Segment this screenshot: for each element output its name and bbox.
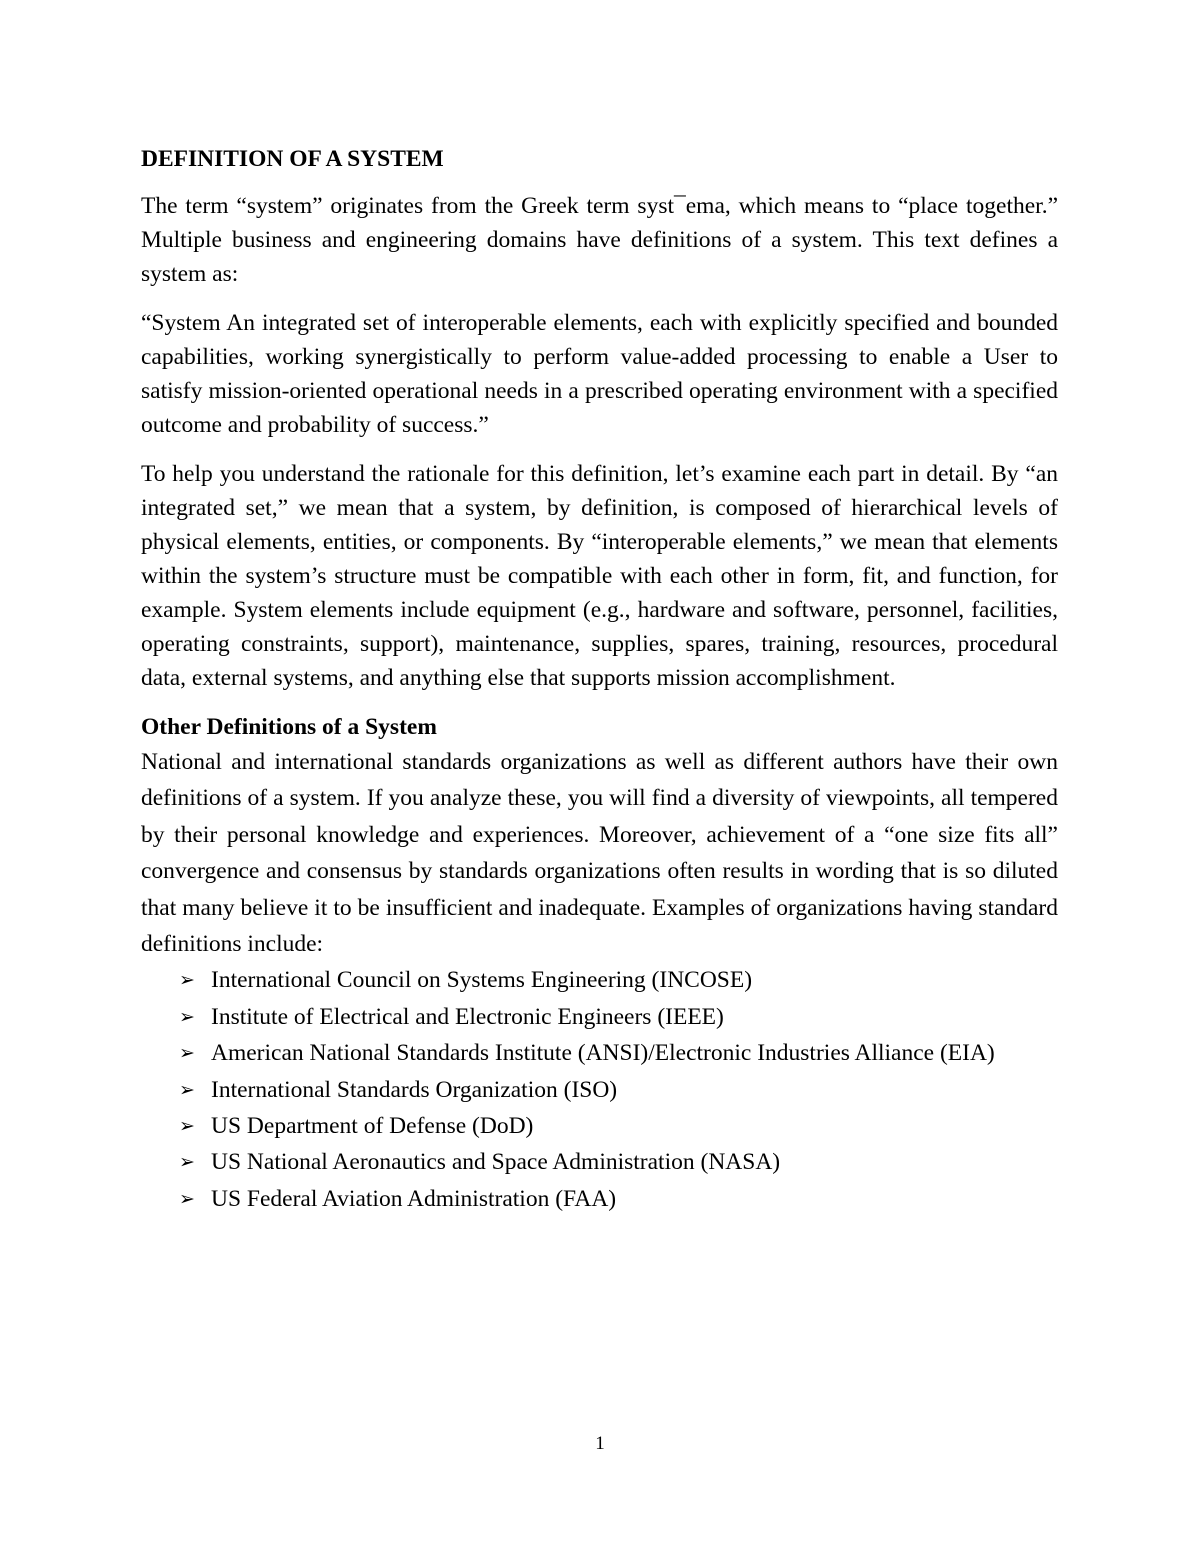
list-item-text: International Council on Systems Engineering (INCOSE)	[211, 967, 753, 994]
paragraph-rationale: To help you understand the rationale for this definition, let’s examine each part in detail. By “an integrated set,” we mean that a system, by definition, is composed of hierarchical levels of physical elements, entities, or components. By “interoperable elements,” we mean that elements within the system’s structure must be compatible with each other in form, fit, and function, for example. System elements include equipment (e.g., hardware and software, personnel, facilities, operating constraints, support), maintenance, supplies, spares, training, resources, procedural data, external systems, and anything else that supports mission accomplishment.	[141, 461, 1058, 691]
arrow-bullet-icon: ➢	[179, 1115, 195, 1138]
list-item	[141, 1108, 1058, 1144]
list-item	[141, 1072, 1058, 1108]
page-number: 1	[595, 1433, 605, 1454]
arrow-bullet-icon: ➢	[179, 1151, 195, 1174]
arrow-bullet-icon: ➢	[179, 1187, 195, 1210]
list-item	[141, 999, 1058, 1035]
list-item-text: US National Aeronautics and Space Administration (NASA)	[211, 1149, 781, 1176]
paragraph-definition-quote: “System An integrated set of interoperable elements, each with explicitly specified and bounded capabilities, working synergistically to perform value-added processing to enable a User to satisfy mission-oriented operational needs in a prescribed operating environment with a specified outcome and probability of success.”	[141, 310, 1058, 438]
arrow-bullet-icon: ➢	[179, 1005, 195, 1028]
list-item-text: Institute of Electrical and Electronic Engineers (IEEE)	[211, 1003, 724, 1030]
list-item-text: International Standards Organization (ISO)	[211, 1076, 618, 1103]
list-item-text: US Department of Defense (DoD)	[211, 1113, 534, 1140]
organizations-list	[141, 962, 1058, 1217]
document-heading: DEFINITION OF A SYSTEM	[141, 146, 444, 172]
list-item-text: US Federal Aviation Administration (FAA)	[211, 1185, 617, 1212]
arrow-bullet-icon: ➢	[179, 1042, 195, 1065]
paragraph-other-definitions: National and international standards organizations as well as different authors have their own definitions of a system. If you analyze these, you will find a diversity of viewpoints, all tempered by their personal knowledge and experiences. Moreover, achievement of a “one size fits all” convergence and consensus by standards organizations often results in wording that is so diluted that many believe it to be insufficient and inadequate. Examples of organizations having standard definitions include:	[141, 749, 1058, 958]
arrow-bullet-icon: ➢	[179, 969, 195, 992]
section-heading-other-definitions: Other Definitions of a System	[141, 714, 437, 740]
list-item-text: American National Standards Institute (ANSI)/Electronic Industries Alliance (EIA)	[211, 1040, 995, 1067]
arrow-bullet-icon: ➢	[179, 1078, 195, 1101]
list-item	[141, 1181, 1058, 1217]
list-item	[141, 962, 1058, 998]
paragraph-origin: The term “system” originates from the Greek term syst¯ema, which means to “place together.” Multiple business and engineering domains have definitions of a system. This text defines a system as:	[141, 193, 1058, 287]
page-content	[141, 143, 1058, 1217]
list-item	[141, 1144, 1058, 1180]
list-item	[141, 1035, 1058, 1071]
